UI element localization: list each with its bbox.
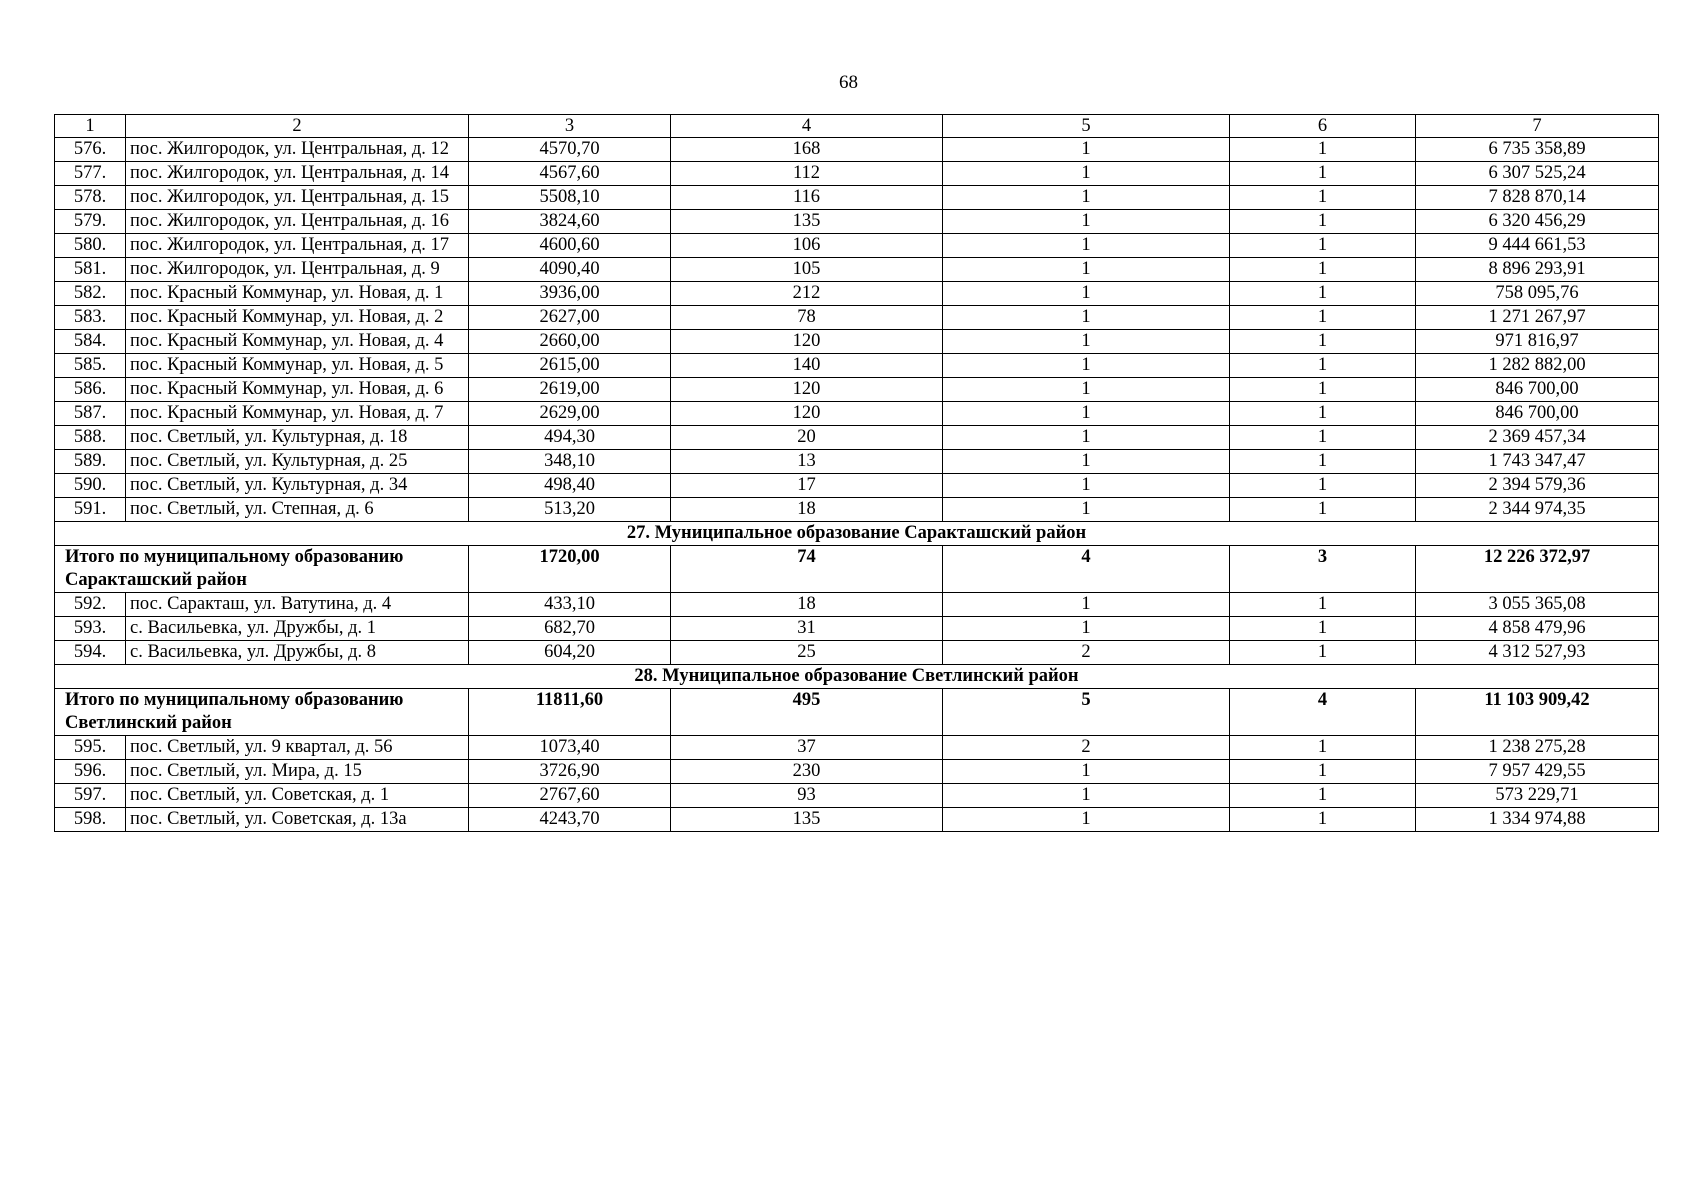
- cost-cell: 846 700,00: [1416, 378, 1659, 402]
- column-5-cell: 1: [943, 330, 1230, 354]
- residents-cell: 106: [671, 234, 943, 258]
- column-5-cell: 1: [943, 402, 1230, 426]
- cost-cell: 7 957 429,55: [1416, 760, 1659, 784]
- row-number: 592.: [55, 593, 126, 617]
- address-cell: пос. Саракташ, ул. Ватутина, д. 4: [126, 593, 469, 617]
- residents-cell: 105: [671, 258, 943, 282]
- address-cell: пос. Светлый, ул. Степная, д. 6: [126, 498, 469, 522]
- table-row: [55, 450, 1659, 474]
- residents-cell: 168: [671, 138, 943, 162]
- total-residents: 74: [671, 546, 943, 593]
- cost-cell: 1 743 347,47: [1416, 450, 1659, 474]
- cost-cell: 6 320 456,29: [1416, 210, 1659, 234]
- column-6-cell: 1: [1230, 641, 1416, 665]
- section-header-row: [55, 665, 1659, 689]
- area-cell: 348,10: [469, 450, 671, 474]
- address-cell: пос. Жилгородок, ул. Центральная, д. 9: [126, 258, 469, 282]
- total-area: 11811,60: [469, 689, 671, 736]
- area-cell: 494,30: [469, 426, 671, 450]
- column-5-cell: 1: [943, 378, 1230, 402]
- section-title: 28. Муниципальное образование Светлинский район: [55, 665, 1659, 689]
- table-row: [55, 378, 1659, 402]
- column-6-cell: 1: [1230, 450, 1416, 474]
- total-column-6: 4: [1230, 689, 1416, 736]
- table-row: [55, 593, 1659, 617]
- cost-cell: 2 394 579,36: [1416, 474, 1659, 498]
- column-6-cell: 1: [1230, 258, 1416, 282]
- row-number: 577.: [55, 162, 126, 186]
- column-5-cell: 1: [943, 234, 1230, 258]
- address-cell: пос. Светлый, ул. Культурная, д. 34: [126, 474, 469, 498]
- area-cell: 3726,90: [469, 760, 671, 784]
- residents-cell: 13: [671, 450, 943, 474]
- row-number: 588.: [55, 426, 126, 450]
- table-row: [55, 808, 1659, 832]
- table-row: [55, 306, 1659, 330]
- cost-cell: 4 312 527,93: [1416, 641, 1659, 665]
- cost-cell: 3 055 365,08: [1416, 593, 1659, 617]
- area-cell: 4600,60: [469, 234, 671, 258]
- row-number: 585.: [55, 354, 126, 378]
- housing-table: [54, 114, 1659, 832]
- row-number: 582.: [55, 282, 126, 306]
- total-column-6: 3: [1230, 546, 1416, 593]
- table-body: [55, 115, 1659, 832]
- column-6-cell: 1: [1230, 474, 1416, 498]
- address-cell: пос. Светлый, ул. 9 квартал, д. 56: [126, 736, 469, 760]
- area-cell: 4567,60: [469, 162, 671, 186]
- column-6-cell: 1: [1230, 234, 1416, 258]
- column-6-cell: 1: [1230, 162, 1416, 186]
- column-5-cell: 1: [943, 617, 1230, 641]
- area-cell: 4243,70: [469, 808, 671, 832]
- total-row: [55, 689, 1659, 736]
- column-5-cell: 1: [943, 186, 1230, 210]
- column-number: 6: [1230, 115, 1416, 138]
- column-6-cell: 1: [1230, 330, 1416, 354]
- residents-cell: 31: [671, 617, 943, 641]
- area-cell: 1073,40: [469, 736, 671, 760]
- column-6-cell: 1: [1230, 210, 1416, 234]
- column-5-cell: 1: [943, 474, 1230, 498]
- residents-cell: 78: [671, 306, 943, 330]
- row-number: 584.: [55, 330, 126, 354]
- address-cell: с. Васильевка, ул. Дружбы, д. 1: [126, 617, 469, 641]
- row-number: 586.: [55, 378, 126, 402]
- address-cell: пос. Жилгородок, ул. Центральная, д. 16: [126, 210, 469, 234]
- address-cell: пос. Красный Коммунар, ул. Новая, д. 1: [126, 282, 469, 306]
- column-number: 2: [126, 115, 469, 138]
- residents-cell: 25: [671, 641, 943, 665]
- row-number: 578.: [55, 186, 126, 210]
- page-number: 68: [839, 72, 858, 93]
- row-number: 595.: [55, 736, 126, 760]
- residents-cell: 112: [671, 162, 943, 186]
- cost-cell: 2 369 457,34: [1416, 426, 1659, 450]
- area-cell: 2627,00: [469, 306, 671, 330]
- area-cell: 2615,00: [469, 354, 671, 378]
- residents-cell: 135: [671, 210, 943, 234]
- column-5-cell: 1: [943, 808, 1230, 832]
- address-cell: пос. Красный Коммунар, ул. Новая, д. 6: [126, 378, 469, 402]
- table-row: [55, 426, 1659, 450]
- table-row: [55, 641, 1659, 665]
- cost-cell: 758 095,76: [1416, 282, 1659, 306]
- row-number: 580.: [55, 234, 126, 258]
- section-title: 27. Муниципальное образование Саракташский район: [55, 522, 1659, 546]
- residents-cell: 17: [671, 474, 943, 498]
- column-number: 1: [55, 115, 126, 138]
- row-number: 579.: [55, 210, 126, 234]
- row-number: 576.: [55, 138, 126, 162]
- column-6-cell: 1: [1230, 736, 1416, 760]
- address-cell: пос. Красный Коммунар, ул. Новая, д. 2: [126, 306, 469, 330]
- area-cell: 3936,00: [469, 282, 671, 306]
- table-row: [55, 736, 1659, 760]
- cost-cell: 6 735 358,89: [1416, 138, 1659, 162]
- column-numbers-row: [55, 115, 1659, 138]
- table-row: [55, 282, 1659, 306]
- column-5-cell: 1: [943, 138, 1230, 162]
- residents-cell: 120: [671, 402, 943, 426]
- residents-cell: 93: [671, 784, 943, 808]
- table-row: [55, 138, 1659, 162]
- column-6-cell: 1: [1230, 186, 1416, 210]
- residents-cell: 20: [671, 426, 943, 450]
- residents-cell: 120: [671, 330, 943, 354]
- column-6-cell: 1: [1230, 760, 1416, 784]
- total-label: Итого по муниципальному образованию Саракташский район: [55, 546, 469, 593]
- column-6-cell: 1: [1230, 306, 1416, 330]
- table-row: [55, 498, 1659, 522]
- address-cell: пос. Светлый, ул. Мира, д. 15: [126, 760, 469, 784]
- column-5-cell: 2: [943, 736, 1230, 760]
- table-row: [55, 474, 1659, 498]
- table-row: [55, 617, 1659, 641]
- total-area: 1720,00: [469, 546, 671, 593]
- cost-cell: 1 334 974,88: [1416, 808, 1659, 832]
- total-cost: 12 226 372,97: [1416, 546, 1659, 593]
- column-5-cell: 1: [943, 282, 1230, 306]
- table-row: [55, 234, 1659, 258]
- table-row: [55, 330, 1659, 354]
- residents-cell: 212: [671, 282, 943, 306]
- residents-cell: 135: [671, 808, 943, 832]
- column-5-cell: 1: [943, 593, 1230, 617]
- cost-cell: 846 700,00: [1416, 402, 1659, 426]
- address-cell: пос. Красный Коммунар, ул. Новая, д. 7: [126, 402, 469, 426]
- total-label: Итого по муниципальному образованию Светлинский район: [55, 689, 469, 736]
- cost-cell: 1 271 267,97: [1416, 306, 1659, 330]
- total-row: [55, 546, 1659, 593]
- cost-cell: 2 344 974,35: [1416, 498, 1659, 522]
- total-cost: 11 103 909,42: [1416, 689, 1659, 736]
- total-column-5: 4: [943, 546, 1230, 593]
- area-cell: 513,20: [469, 498, 671, 522]
- column-5-cell: 1: [943, 784, 1230, 808]
- area-cell: 2767,60: [469, 784, 671, 808]
- area-cell: 3824,60: [469, 210, 671, 234]
- row-number: 598.: [55, 808, 126, 832]
- column-6-cell: 1: [1230, 282, 1416, 306]
- address-cell: с. Васильевка, ул. Дружбы, д. 8: [126, 641, 469, 665]
- column-6-cell: 1: [1230, 808, 1416, 832]
- column-5-cell: 1: [943, 162, 1230, 186]
- residents-cell: 18: [671, 498, 943, 522]
- cost-cell: 1 282 882,00: [1416, 354, 1659, 378]
- column-6-cell: 1: [1230, 402, 1416, 426]
- address-cell: пос. Жилгородок, ул. Центральная, д. 14: [126, 162, 469, 186]
- residents-cell: 230: [671, 760, 943, 784]
- address-cell: пос. Жилгородок, ул. Центральная, д. 12: [126, 138, 469, 162]
- column-5-cell: 1: [943, 450, 1230, 474]
- residents-cell: 37: [671, 736, 943, 760]
- cost-cell: 9 444 661,53: [1416, 234, 1659, 258]
- row-number: 589.: [55, 450, 126, 474]
- cost-cell: 1 238 275,28: [1416, 736, 1659, 760]
- column-5-cell: 1: [943, 306, 1230, 330]
- column-number: 3: [469, 115, 671, 138]
- table-row: [55, 258, 1659, 282]
- column-6-cell: 1: [1230, 354, 1416, 378]
- area-cell: 682,70: [469, 617, 671, 641]
- column-6-cell: 1: [1230, 593, 1416, 617]
- column-5-cell: 1: [943, 426, 1230, 450]
- area-cell: 4570,70: [469, 138, 671, 162]
- row-number: 594.: [55, 641, 126, 665]
- column-6-cell: 1: [1230, 617, 1416, 641]
- column-5-cell: 2: [943, 641, 1230, 665]
- section-header-row: [55, 522, 1659, 546]
- address-cell: пос. Красный Коммунар, ул. Новая, д. 4: [126, 330, 469, 354]
- cost-cell: 6 307 525,24: [1416, 162, 1659, 186]
- address-cell: пос. Светлый, ул. Советская, д. 13а: [126, 808, 469, 832]
- row-number: 590.: [55, 474, 126, 498]
- area-cell: 4090,40: [469, 258, 671, 282]
- area-cell: 604,20: [469, 641, 671, 665]
- area-cell: 2660,00: [469, 330, 671, 354]
- cost-cell: 971 816,97: [1416, 330, 1659, 354]
- address-cell: пос. Жилгородок, ул. Центральная, д. 17: [126, 234, 469, 258]
- cost-cell: 573 229,71: [1416, 784, 1659, 808]
- cost-cell: 4 858 479,96: [1416, 617, 1659, 641]
- column-6-cell: 1: [1230, 498, 1416, 522]
- column-5-cell: 1: [943, 760, 1230, 784]
- row-number: 596.: [55, 760, 126, 784]
- table-row: [55, 186, 1659, 210]
- area-cell: 5508,10: [469, 186, 671, 210]
- row-number: 581.: [55, 258, 126, 282]
- table-row: [55, 354, 1659, 378]
- table-row: [55, 162, 1659, 186]
- table-row: [55, 760, 1659, 784]
- table-row: [55, 784, 1659, 808]
- total-column-5: 5: [943, 689, 1230, 736]
- area-cell: 2619,00: [469, 378, 671, 402]
- area-cell: 433,10: [469, 593, 671, 617]
- residents-cell: 116: [671, 186, 943, 210]
- address-cell: пос. Жилгородок, ул. Центральная, д. 15: [126, 186, 469, 210]
- column-5-cell: 1: [943, 354, 1230, 378]
- column-6-cell: 1: [1230, 138, 1416, 162]
- address-cell: пос. Светлый, ул. Советская, д. 1: [126, 784, 469, 808]
- total-residents: 495: [671, 689, 943, 736]
- column-6-cell: 1: [1230, 784, 1416, 808]
- column-5-cell: 1: [943, 258, 1230, 282]
- address-cell: пос. Светлый, ул. Культурная, д. 25: [126, 450, 469, 474]
- column-number: 5: [943, 115, 1230, 138]
- cost-cell: 8 896 293,91: [1416, 258, 1659, 282]
- column-6-cell: 1: [1230, 378, 1416, 402]
- row-number: 593.: [55, 617, 126, 641]
- table-row: [55, 402, 1659, 426]
- address-cell: пос. Красный Коммунар, ул. Новая, д. 5: [126, 354, 469, 378]
- column-number: 4: [671, 115, 943, 138]
- row-number: 597.: [55, 784, 126, 808]
- column-number: 7: [1416, 115, 1659, 138]
- residents-cell: 120: [671, 378, 943, 402]
- column-5-cell: 1: [943, 210, 1230, 234]
- cost-cell: 7 828 870,14: [1416, 186, 1659, 210]
- area-cell: 498,40: [469, 474, 671, 498]
- column-6-cell: 1: [1230, 426, 1416, 450]
- table-row: [55, 210, 1659, 234]
- row-number: 591.: [55, 498, 126, 522]
- row-number: 583.: [55, 306, 126, 330]
- column-5-cell: 1: [943, 498, 1230, 522]
- row-number: 587.: [55, 402, 126, 426]
- area-cell: 2629,00: [469, 402, 671, 426]
- address-cell: пос. Светлый, ул. Культурная, д. 18: [126, 426, 469, 450]
- residents-cell: 140: [671, 354, 943, 378]
- residents-cell: 18: [671, 593, 943, 617]
